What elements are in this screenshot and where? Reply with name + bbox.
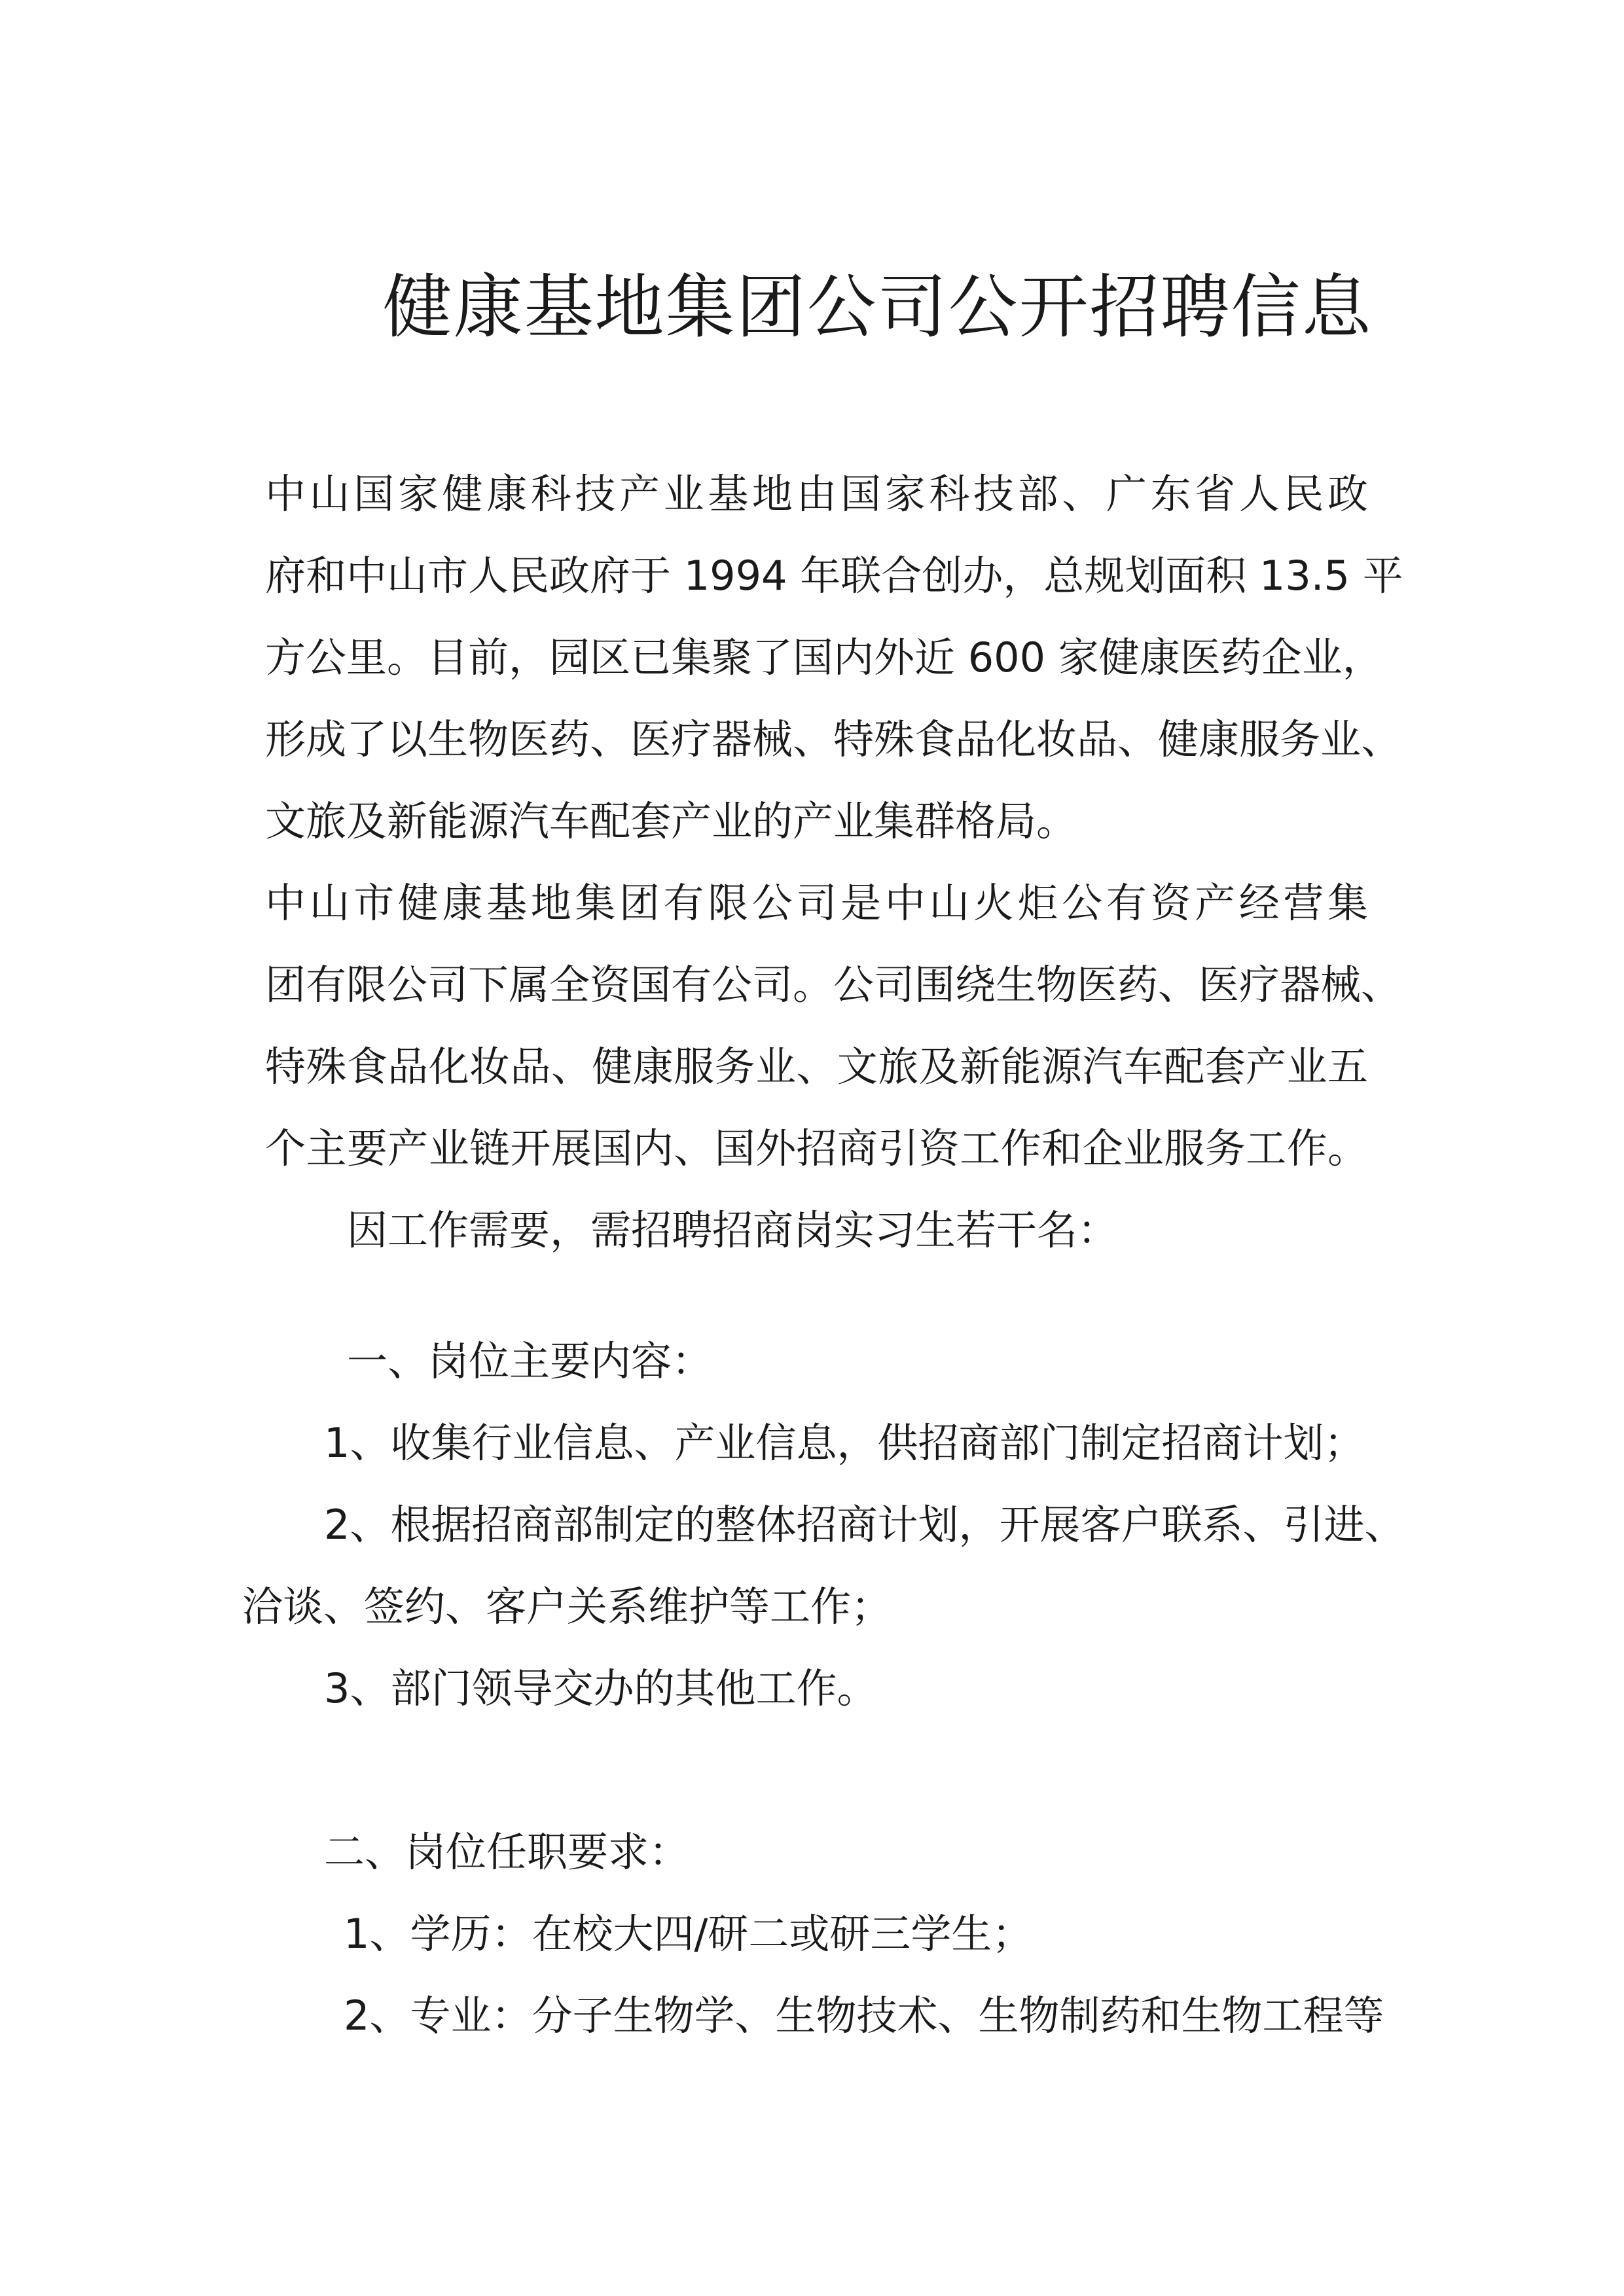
paragraph-1-line-2: 府和中山市人民政府于 1994 年联合创办，总规划面积 13.5 平 (265, 552, 1403, 600)
section-1-item-2-line-2: 洽谈、签约、客户关系维护等工作； (242, 1583, 892, 1630)
section-2-item-1: 1、学历：在校大四/研二或研三学生； (344, 1910, 1033, 1958)
paragraph-1-line-1: 中山国家健康科技产业基地由国家科技部、广东省人民政 (265, 470, 1368, 518)
paragraph-1-line-5: 文旅及新能源汽车配套产业的产业集群格局。 (265, 797, 1077, 845)
page-title: 健康基地集团公司公开招聘信息 (382, 267, 1373, 348)
paragraph-2-line-3: 特殊食品化妆品、健康服务业、文旅及新能源汽车配套产业五 (265, 1043, 1368, 1090)
section-2-heading: 二、岗位任职要求： (324, 1828, 690, 1876)
section-2-item-2: 2、专业：分子生物学、生物技术、生物制药和生物工程等 (344, 1992, 1384, 2039)
paragraph-1-line-4: 形成了以生物医药、医疗器械、特殊食品化妆品、健康服务业、 (265, 715, 1402, 763)
section-1-heading: 一、岗位主要内容： (347, 1337, 713, 1385)
paragraph-2-line-1: 中山市健康基地集团有限公司是中山火炬公有资产经营集 (265, 879, 1368, 927)
paragraph-2-line-4: 个主要产业链开展国内、国外招商引资工作和企业服务工作。 (265, 1124, 1368, 1172)
paragraph-3: 因工作需要，需招聘招商岗实习生若干名： (347, 1206, 1119, 1254)
paragraph-2-line-2: 团有限公司下属全资国有公司。公司围绕生物医药、医疗器械、 (265, 961, 1402, 1009)
section-1-item-2-line-1: 2、根据招商部制定的整体招商计划，开展客户联系、引进、 (324, 1501, 1405, 1549)
paragraph-1-line-3: 方公里。目前，园区已集聚了国内外近 600 家健康医药企业， (265, 634, 1383, 681)
section-1-item-1: 1、收集行业信息、产业信息，供招商部门制定招商计划； (324, 1419, 1365, 1467)
section-1-item-3: 3、部门领导交办的其他工作。 (324, 1664, 878, 1712)
